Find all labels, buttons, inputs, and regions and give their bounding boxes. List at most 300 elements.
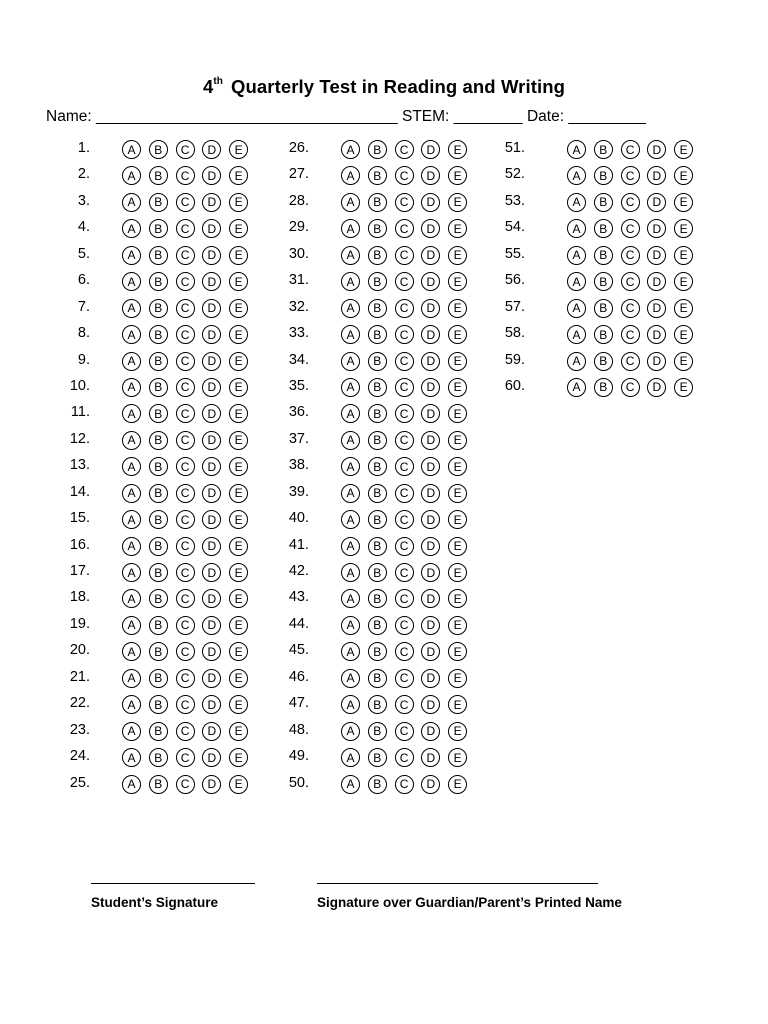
choice-bubble-c[interactable]: C xyxy=(176,589,195,608)
choice-bubble-a[interactable]: A xyxy=(341,193,360,212)
choice-bubble-d[interactable]: D xyxy=(421,616,440,635)
choice-bubble-d[interactable]: D xyxy=(421,431,440,450)
choice-bubble-b[interactable]: B xyxy=(368,431,387,450)
choice-bubble-e[interactable]: E xyxy=(229,246,248,265)
choice-bubble-a[interactable]: A xyxy=(122,775,141,794)
choice-bubble-b[interactable]: B xyxy=(594,219,613,238)
choice-bubble-e[interactable]: E xyxy=(229,748,248,767)
choice-bubble-d[interactable]: D xyxy=(421,352,440,371)
choice-bubble-d[interactable]: D xyxy=(202,722,221,741)
choice-bubble-b[interactable]: B xyxy=(149,616,168,635)
choice-bubble-c[interactable]: C xyxy=(621,352,640,371)
choice-bubble-c[interactable]: C xyxy=(395,352,414,371)
choice-bubble-b[interactable]: B xyxy=(149,299,168,318)
choice-bubble-c[interactable]: C xyxy=(395,299,414,318)
choice-bubble-a[interactable]: A xyxy=(567,325,586,344)
choice-bubble-b[interactable]: B xyxy=(368,378,387,397)
choice-bubble-d[interactable]: D xyxy=(202,669,221,688)
choice-bubble-d[interactable]: D xyxy=(421,589,440,608)
choice-bubble-d[interactable]: D xyxy=(421,378,440,397)
choice-bubble-a[interactable]: A xyxy=(341,457,360,476)
choice-bubble-b[interactable]: B xyxy=(149,642,168,661)
choice-bubble-d[interactable]: D xyxy=(202,166,221,185)
choice-bubble-d[interactable]: D xyxy=(202,695,221,714)
choice-bubble-a[interactable]: A xyxy=(341,484,360,503)
choice-bubble-b[interactable]: B xyxy=(368,537,387,556)
choice-bubble-b[interactable]: B xyxy=(368,193,387,212)
choice-bubble-d[interactable]: D xyxy=(202,589,221,608)
choice-bubble-c[interactable]: C xyxy=(621,325,640,344)
choice-bubble-e[interactable]: E xyxy=(448,510,467,529)
choice-bubble-d[interactable]: D xyxy=(202,616,221,635)
choice-bubble-d[interactable]: D xyxy=(202,378,221,397)
choice-bubble-a[interactable]: A xyxy=(341,748,360,767)
choice-bubble-c[interactable]: C xyxy=(395,748,414,767)
choice-bubble-a[interactable]: A xyxy=(567,299,586,318)
choice-bubble-c[interactable]: C xyxy=(395,695,414,714)
choice-bubble-a[interactable]: A xyxy=(341,537,360,556)
choice-bubble-e[interactable]: E xyxy=(229,325,248,344)
choice-bubble-d[interactable]: D xyxy=(421,722,440,741)
choice-bubble-b[interactable]: B xyxy=(149,325,168,344)
choice-bubble-e[interactable]: E xyxy=(229,219,248,238)
choice-bubble-a[interactable]: A xyxy=(122,325,141,344)
choice-bubble-c[interactable]: C xyxy=(176,642,195,661)
choice-bubble-c[interactable]: C xyxy=(395,642,414,661)
choice-bubble-a[interactable]: A xyxy=(341,325,360,344)
choice-bubble-b[interactable]: B xyxy=(149,695,168,714)
choice-bubble-b[interactable]: B xyxy=(368,404,387,423)
choice-bubble-d[interactable]: D xyxy=(421,695,440,714)
choice-bubble-d[interactable]: D xyxy=(647,140,666,159)
choice-bubble-e[interactable]: E xyxy=(229,484,248,503)
guardian-signature-line[interactable] xyxy=(317,883,598,884)
choice-bubble-d[interactable]: D xyxy=(421,246,440,265)
choice-bubble-e[interactable]: E xyxy=(229,299,248,318)
choice-bubble-b[interactable]: B xyxy=(368,775,387,794)
choice-bubble-d[interactable]: D xyxy=(202,272,221,291)
choice-bubble-b[interactable]: B xyxy=(149,378,168,397)
choice-bubble-a[interactable]: A xyxy=(122,299,141,318)
choice-bubble-c[interactable]: C xyxy=(176,537,195,556)
choice-bubble-a[interactable]: A xyxy=(341,140,360,159)
choice-bubble-a[interactable]: A xyxy=(122,272,141,291)
choice-bubble-e[interactable]: E xyxy=(448,722,467,741)
choice-bubble-d[interactable]: D xyxy=(202,775,221,794)
choice-bubble-a[interactable]: A xyxy=(341,404,360,423)
choice-bubble-a[interactable]: A xyxy=(122,378,141,397)
choice-bubble-c[interactable]: C xyxy=(395,457,414,476)
choice-bubble-b[interactable]: B xyxy=(149,404,168,423)
choice-bubble-c[interactable]: C xyxy=(395,484,414,503)
choice-bubble-c[interactable]: C xyxy=(395,193,414,212)
choice-bubble-e[interactable]: E xyxy=(229,166,248,185)
choice-bubble-c[interactable]: C xyxy=(176,378,195,397)
choice-bubble-e[interactable]: E xyxy=(448,299,467,318)
choice-bubble-a[interactable]: A xyxy=(341,219,360,238)
choice-bubble-c[interactable]: C xyxy=(395,431,414,450)
choice-bubble-a[interactable]: A xyxy=(122,246,141,265)
choice-bubble-a[interactable]: A xyxy=(341,589,360,608)
choice-bubble-e[interactable]: E xyxy=(674,378,693,397)
choice-bubble-a[interactable]: A xyxy=(567,166,586,185)
choice-bubble-c[interactable]: C xyxy=(176,775,195,794)
choice-bubble-d[interactable]: D xyxy=(421,537,440,556)
choice-bubble-c[interactable]: C xyxy=(621,272,640,291)
choice-bubble-c[interactable]: C xyxy=(621,299,640,318)
choice-bubble-e[interactable]: E xyxy=(674,272,693,291)
choice-bubble-e[interactable]: E xyxy=(448,589,467,608)
choice-bubble-e[interactable]: E xyxy=(674,193,693,212)
choice-bubble-d[interactable]: D xyxy=(202,484,221,503)
choice-bubble-b[interactable]: B xyxy=(149,775,168,794)
choice-bubble-e[interactable]: E xyxy=(448,563,467,582)
choice-bubble-e[interactable]: E xyxy=(448,193,467,212)
choice-bubble-e[interactable]: E xyxy=(229,589,248,608)
choice-bubble-b[interactable]: B xyxy=(149,669,168,688)
choice-bubble-d[interactable]: D xyxy=(202,299,221,318)
choice-bubble-a[interactable]: A xyxy=(341,378,360,397)
choice-bubble-e[interactable]: E xyxy=(448,616,467,635)
choice-bubble-c[interactable]: C xyxy=(176,325,195,344)
choice-bubble-d[interactable]: D xyxy=(421,325,440,344)
choice-bubble-c[interactable]: C xyxy=(395,722,414,741)
date-field[interactable]: _________ xyxy=(568,108,646,125)
choice-bubble-e[interactable]: E xyxy=(229,457,248,476)
choice-bubble-e[interactable]: E xyxy=(229,193,248,212)
choice-bubble-e[interactable]: E xyxy=(448,484,467,503)
choice-bubble-a[interactable]: A xyxy=(567,272,586,291)
choice-bubble-c[interactable]: C xyxy=(176,457,195,476)
choice-bubble-b[interactable]: B xyxy=(368,140,387,159)
choice-bubble-b[interactable]: B xyxy=(149,352,168,371)
choice-bubble-e[interactable]: E xyxy=(229,378,248,397)
choice-bubble-a[interactable]: A xyxy=(341,166,360,185)
choice-bubble-c[interactable]: C xyxy=(176,193,195,212)
choice-bubble-c[interactable]: C xyxy=(621,246,640,265)
name-field[interactable]: ___________________________________ xyxy=(95,108,398,125)
choice-bubble-b[interactable]: B xyxy=(368,563,387,582)
choice-bubble-c[interactable]: C xyxy=(395,563,414,582)
choice-bubble-c[interactable]: C xyxy=(176,404,195,423)
choice-bubble-c[interactable]: C xyxy=(621,378,640,397)
choice-bubble-c[interactable]: C xyxy=(395,272,414,291)
choice-bubble-e[interactable]: E xyxy=(674,166,693,185)
choice-bubble-b[interactable]: B xyxy=(149,166,168,185)
choice-bubble-e[interactable]: E xyxy=(229,669,248,688)
choice-bubble-c[interactable]: C xyxy=(395,616,414,635)
choice-bubble-a[interactable]: A xyxy=(341,775,360,794)
choice-bubble-c[interactable]: C xyxy=(621,219,640,238)
choice-bubble-d[interactable]: D xyxy=(647,246,666,265)
choice-bubble-b[interactable]: B xyxy=(368,589,387,608)
choice-bubble-d[interactable]: D xyxy=(202,537,221,556)
choice-bubble-d[interactable]: D xyxy=(647,299,666,318)
choice-bubble-b[interactable]: B xyxy=(149,563,168,582)
choice-bubble-c[interactable]: C xyxy=(621,193,640,212)
choice-bubble-b[interactable]: B xyxy=(149,431,168,450)
choice-bubble-b[interactable]: B xyxy=(149,140,168,159)
choice-bubble-a[interactable]: A xyxy=(122,722,141,741)
choice-bubble-e[interactable]: E xyxy=(674,352,693,371)
choice-bubble-b[interactable]: B xyxy=(149,510,168,529)
choice-bubble-a[interactable]: A xyxy=(122,510,141,529)
choice-bubble-a[interactable]: A xyxy=(122,616,141,635)
choice-bubble-d[interactable]: D xyxy=(647,352,666,371)
choice-bubble-a[interactable]: A xyxy=(567,378,586,397)
choice-bubble-d[interactable]: D xyxy=(202,246,221,265)
choice-bubble-c[interactable]: C xyxy=(395,510,414,529)
choice-bubble-b[interactable]: B xyxy=(149,246,168,265)
choice-bubble-e[interactable]: E xyxy=(448,246,467,265)
choice-bubble-c[interactable]: C xyxy=(176,431,195,450)
choice-bubble-e[interactable]: E xyxy=(448,325,467,344)
choice-bubble-a[interactable]: A xyxy=(341,352,360,371)
choice-bubble-d[interactable]: D xyxy=(647,166,666,185)
choice-bubble-d[interactable]: D xyxy=(421,484,440,503)
choice-bubble-d[interactable]: D xyxy=(421,219,440,238)
choice-bubble-d[interactable]: D xyxy=(202,193,221,212)
choice-bubble-a[interactable]: A xyxy=(341,246,360,265)
choice-bubble-c[interactable]: C xyxy=(176,563,195,582)
choice-bubble-a[interactable]: A xyxy=(341,431,360,450)
choice-bubble-c[interactable]: C xyxy=(176,246,195,265)
choice-bubble-e[interactable]: E xyxy=(229,510,248,529)
choice-bubble-a[interactable]: A xyxy=(341,299,360,318)
choice-bubble-c[interactable]: C xyxy=(176,722,195,741)
choice-bubble-e[interactable]: E xyxy=(674,140,693,159)
choice-bubble-e[interactable]: E xyxy=(448,404,467,423)
choice-bubble-b[interactable]: B xyxy=(368,457,387,476)
choice-bubble-b[interactable]: B xyxy=(368,642,387,661)
choice-bubble-a[interactable]: A xyxy=(341,642,360,661)
choice-bubble-c[interactable]: C xyxy=(395,140,414,159)
choice-bubble-d[interactable]: D xyxy=(421,748,440,767)
choice-bubble-b[interactable]: B xyxy=(149,272,168,291)
choice-bubble-e[interactable]: E xyxy=(229,404,248,423)
choice-bubble-a[interactable]: A xyxy=(567,219,586,238)
choice-bubble-e[interactable]: E xyxy=(448,695,467,714)
choice-bubble-c[interactable]: C xyxy=(176,695,195,714)
choice-bubble-c[interactable]: C xyxy=(176,484,195,503)
choice-bubble-a[interactable]: A xyxy=(341,695,360,714)
choice-bubble-c[interactable]: C xyxy=(395,404,414,423)
choice-bubble-d[interactable]: D xyxy=(421,775,440,794)
choice-bubble-d[interactable]: D xyxy=(421,563,440,582)
choice-bubble-a[interactable]: A xyxy=(122,537,141,556)
choice-bubble-a[interactable]: A xyxy=(122,669,141,688)
choice-bubble-d[interactable]: D xyxy=(647,219,666,238)
choice-bubble-a[interactable]: A xyxy=(341,616,360,635)
student-signature-line[interactable] xyxy=(91,883,255,884)
choice-bubble-a[interactable]: A xyxy=(341,563,360,582)
choice-bubble-a[interactable]: A xyxy=(122,219,141,238)
choice-bubble-e[interactable]: E xyxy=(448,537,467,556)
choice-bubble-e[interactable]: E xyxy=(229,537,248,556)
choice-bubble-b[interactable]: B xyxy=(594,193,613,212)
choice-bubble-d[interactable]: D xyxy=(202,563,221,582)
choice-bubble-b[interactable]: B xyxy=(368,325,387,344)
choice-bubble-e[interactable]: E xyxy=(674,246,693,265)
choice-bubble-a[interactable]: A xyxy=(122,404,141,423)
choice-bubble-a[interactable]: A xyxy=(122,352,141,371)
choice-bubble-d[interactable]: D xyxy=(647,272,666,291)
choice-bubble-b[interactable]: B xyxy=(149,484,168,503)
choice-bubble-d[interactable]: D xyxy=(647,193,666,212)
choice-bubble-c[interactable]: C xyxy=(176,299,195,318)
choice-bubble-a[interactable]: A xyxy=(122,457,141,476)
choice-bubble-b[interactable]: B xyxy=(594,140,613,159)
choice-bubble-a[interactable]: A xyxy=(122,642,141,661)
choice-bubble-e[interactable]: E xyxy=(674,219,693,238)
choice-bubble-d[interactable]: D xyxy=(421,140,440,159)
choice-bubble-a[interactable]: A xyxy=(122,589,141,608)
choice-bubble-e[interactable]: E xyxy=(229,563,248,582)
choice-bubble-b[interactable]: B xyxy=(368,722,387,741)
choice-bubble-a[interactable]: A xyxy=(122,695,141,714)
choice-bubble-d[interactable]: D xyxy=(421,193,440,212)
choice-bubble-a[interactable]: A xyxy=(122,140,141,159)
choice-bubble-e[interactable]: E xyxy=(229,722,248,741)
strand-field[interactable]: ________ xyxy=(453,108,523,125)
choice-bubble-b[interactable]: B xyxy=(149,722,168,741)
choice-bubble-b[interactable]: B xyxy=(149,457,168,476)
choice-bubble-b[interactable]: B xyxy=(594,325,613,344)
choice-bubble-d[interactable]: D xyxy=(202,431,221,450)
choice-bubble-b[interactable]: B xyxy=(368,272,387,291)
choice-bubble-b[interactable]: B xyxy=(368,166,387,185)
choice-bubble-e[interactable]: E xyxy=(229,775,248,794)
choice-bubble-b[interactable]: B xyxy=(368,299,387,318)
choice-bubble-a[interactable]: A xyxy=(122,431,141,450)
choice-bubble-c[interactable]: C xyxy=(176,140,195,159)
choice-bubble-d[interactable]: D xyxy=(202,748,221,767)
choice-bubble-d[interactable]: D xyxy=(202,457,221,476)
choice-bubble-c[interactable]: C xyxy=(395,669,414,688)
choice-bubble-e[interactable]: E xyxy=(448,272,467,291)
choice-bubble-c[interactable]: C xyxy=(176,748,195,767)
choice-bubble-b[interactable]: B xyxy=(368,246,387,265)
choice-bubble-c[interactable]: C xyxy=(176,352,195,371)
choice-bubble-c[interactable]: C xyxy=(395,775,414,794)
choice-bubble-b[interactable]: B xyxy=(149,537,168,556)
choice-bubble-e[interactable]: E xyxy=(448,457,467,476)
choice-bubble-d[interactable]: D xyxy=(421,299,440,318)
choice-bubble-e[interactable]: E xyxy=(448,775,467,794)
choice-bubble-a[interactable]: A xyxy=(122,166,141,185)
choice-bubble-a[interactable]: A xyxy=(567,352,586,371)
choice-bubble-e[interactable]: E xyxy=(448,219,467,238)
choice-bubble-c[interactable]: C xyxy=(176,616,195,635)
choice-bubble-c[interactable]: C xyxy=(395,378,414,397)
choice-bubble-c[interactable]: C xyxy=(621,166,640,185)
choice-bubble-e[interactable]: E xyxy=(448,378,467,397)
choice-bubble-e[interactable]: E xyxy=(448,642,467,661)
choice-bubble-d[interactable]: D xyxy=(202,140,221,159)
choice-bubble-b[interactable]: B xyxy=(368,616,387,635)
choice-bubble-e[interactable]: E xyxy=(448,166,467,185)
choice-bubble-e[interactable]: E xyxy=(229,140,248,159)
choice-bubble-e[interactable]: E xyxy=(448,669,467,688)
choice-bubble-e[interactable]: E xyxy=(674,299,693,318)
choice-bubble-a[interactable]: A xyxy=(567,140,586,159)
choice-bubble-d[interactable]: D xyxy=(421,669,440,688)
choice-bubble-e[interactable]: E xyxy=(229,616,248,635)
choice-bubble-b[interactable]: B xyxy=(594,299,613,318)
choice-bubble-b[interactable]: B xyxy=(368,484,387,503)
choice-bubble-b[interactable]: B xyxy=(149,589,168,608)
choice-bubble-a[interactable]: A xyxy=(341,272,360,291)
choice-bubble-a[interactable]: A xyxy=(122,193,141,212)
choice-bubble-b[interactable]: B xyxy=(594,378,613,397)
choice-bubble-b[interactable]: B xyxy=(594,166,613,185)
choice-bubble-b[interactable]: B xyxy=(368,510,387,529)
choice-bubble-c[interactable]: C xyxy=(176,272,195,291)
choice-bubble-c[interactable]: C xyxy=(176,510,195,529)
choice-bubble-d[interactable]: D xyxy=(421,404,440,423)
choice-bubble-b[interactable]: B xyxy=(149,219,168,238)
choice-bubble-d[interactable]: D xyxy=(647,325,666,344)
choice-bubble-b[interactable]: B xyxy=(368,748,387,767)
choice-bubble-e[interactable]: E xyxy=(229,695,248,714)
choice-bubble-e[interactable]: E xyxy=(229,642,248,661)
choice-bubble-b[interactable]: B xyxy=(368,352,387,371)
choice-bubble-d[interactable]: D xyxy=(202,642,221,661)
choice-bubble-e[interactable]: E xyxy=(229,352,248,371)
choice-bubble-d[interactable]: D xyxy=(202,352,221,371)
choice-bubble-b[interactable]: B xyxy=(368,695,387,714)
choice-bubble-a[interactable]: A xyxy=(122,484,141,503)
choice-bubble-a[interactable]: A xyxy=(122,563,141,582)
choice-bubble-b[interactable]: B xyxy=(149,748,168,767)
choice-bubble-e[interactable]: E xyxy=(448,352,467,371)
choice-bubble-c[interactable]: C xyxy=(395,589,414,608)
choice-bubble-e[interactable]: E xyxy=(229,272,248,291)
choice-bubble-d[interactable]: D xyxy=(202,510,221,529)
choice-bubble-e[interactable]: E xyxy=(448,431,467,450)
choice-bubble-c[interactable]: C xyxy=(176,166,195,185)
choice-bubble-a[interactable]: A xyxy=(341,669,360,688)
choice-bubble-c[interactable]: C xyxy=(395,219,414,238)
choice-bubble-d[interactable]: D xyxy=(421,166,440,185)
choice-bubble-d[interactable]: D xyxy=(421,457,440,476)
choice-bubble-e[interactable]: E xyxy=(448,140,467,159)
choice-bubble-a[interactable]: A xyxy=(122,748,141,767)
choice-bubble-d[interactable]: D xyxy=(421,642,440,661)
choice-bubble-d[interactable]: D xyxy=(421,272,440,291)
choice-bubble-c[interactable]: C xyxy=(176,669,195,688)
choice-bubble-d[interactable]: D xyxy=(202,404,221,423)
choice-bubble-a[interactable]: A xyxy=(341,510,360,529)
choice-bubble-c[interactable]: C xyxy=(395,537,414,556)
choice-bubble-c[interactable]: C xyxy=(395,246,414,265)
choice-bubble-d[interactable]: D xyxy=(421,510,440,529)
choice-bubble-a[interactable]: A xyxy=(341,722,360,741)
choice-bubble-c[interactable]: C xyxy=(395,166,414,185)
choice-bubble-b[interactable]: B xyxy=(368,669,387,688)
choice-bubble-b[interactable]: B xyxy=(594,246,613,265)
choice-bubble-b[interactable]: B xyxy=(594,352,613,371)
choice-bubble-e[interactable]: E xyxy=(448,748,467,767)
choice-bubble-c[interactable]: C xyxy=(176,219,195,238)
choice-bubble-c[interactable]: C xyxy=(621,140,640,159)
choice-bubble-a[interactable]: A xyxy=(567,193,586,212)
choice-bubble-e[interactable]: E xyxy=(229,431,248,450)
choice-bubble-b[interactable]: B xyxy=(594,272,613,291)
choice-bubble-b[interactable]: B xyxy=(368,219,387,238)
choice-bubble-d[interactable]: D xyxy=(202,219,221,238)
choice-bubble-a[interactable]: A xyxy=(567,246,586,265)
